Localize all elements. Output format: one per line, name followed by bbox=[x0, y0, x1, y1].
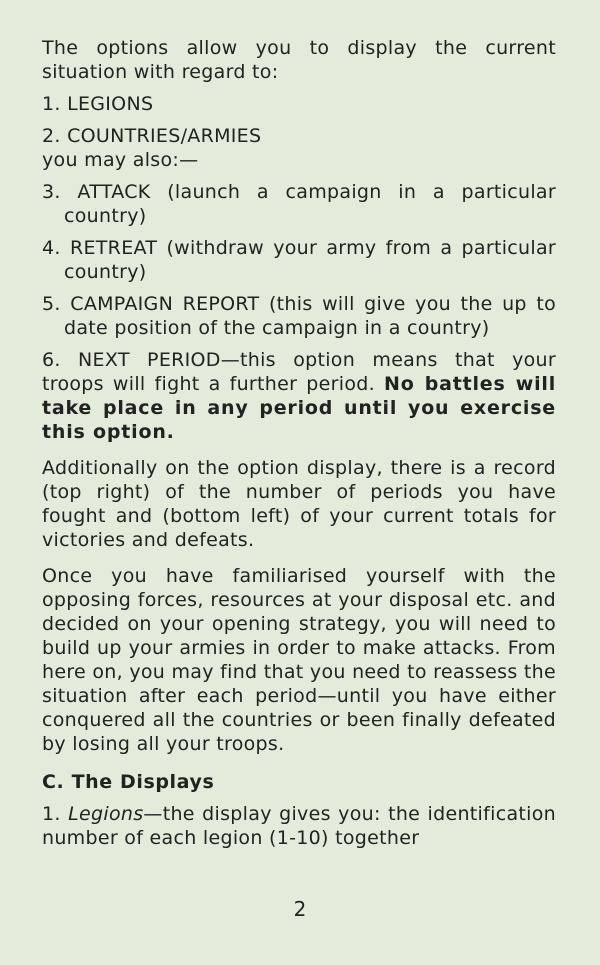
option-next-period-lead: 6. NEXT PERIOD—this option means that your troops will fight a further period. bbox=[42, 349, 556, 395]
option-retreat: 4. RETREAT (withdraw your army from a particular country) bbox=[42, 237, 556, 283]
displays-text: —the display gives you: the identification number of each legion (1-10) together bbox=[42, 803, 556, 849]
option-campaign-report: 5. CAMPAIGN REPORT (this will give you the up to date position of the campaign in a country) bbox=[42, 293, 556, 339]
section-heading: C. The Displays bbox=[42, 771, 215, 793]
page-number: 2 bbox=[293, 897, 307, 921]
option-next-period-warning: No battles will take place in any period until you exercise this option. bbox=[42, 373, 557, 443]
you-may-also-text: you may also:— bbox=[42, 149, 199, 171]
option-attack: 3. ATTACK (launch a campaign in a particular country) bbox=[42, 181, 556, 227]
displays-title: Legions bbox=[68, 803, 144, 825]
intro-text: The options allow you to display the current situation with regard to: bbox=[42, 37, 556, 83]
paragraph-additionally: Additionally on the option display, there is a record (top right) of the number of periods you have fought and (bottom left) of your current totals for victories and defeats. bbox=[42, 457, 556, 551]
paragraph-once: Once you have familiarised yourself with the opposing forces, resources at your disposal etc. and decided on your opening strategy, you will need to build up your armies in order to make attacks. From here on, you may find that you need to reassess the situation after each period—until you have either conquered all the countries or been finally defeated by losing all your troops. bbox=[42, 565, 556, 755]
displays-number: 1. bbox=[42, 803, 61, 825]
option-legions: 1. LEGIONS bbox=[42, 93, 154, 115]
displays-legions bbox=[42, 802, 556, 850]
option-next-period bbox=[42, 348, 556, 444]
option-countries-armies: 2. COUNTRIES/ARMIES bbox=[42, 125, 262, 147]
